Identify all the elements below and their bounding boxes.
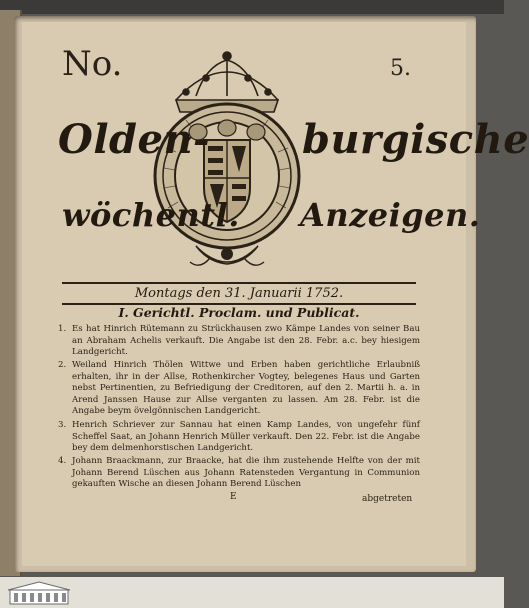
viewer-footer-bar	[0, 577, 504, 608]
date-line: Montags den 31. Januarii 1752.	[134, 286, 344, 301]
issue-no-label: No.	[62, 44, 123, 84]
signature-mark: E	[230, 492, 237, 502]
entry-number: 3.	[58, 420, 67, 430]
issue-number: 5.	[390, 56, 411, 81]
scan-background-top	[0, 0, 504, 14]
entry-3	[58, 420, 420, 454]
entry-number: 1.	[58, 324, 67, 334]
title-olden: Olden-	[58, 116, 211, 163]
entry-number: 4.	[58, 456, 67, 466]
entry-number: 2.	[58, 360, 67, 370]
catchword: abgetreten	[362, 494, 413, 504]
title-woechentl: wöchentl.	[62, 196, 240, 234]
entry-text: Weiland Hinrich Thölen Wittwe und Erben haben gerichtliche Erlaubniß erhalten, ihr in der Allse, Rothenkircher Vogtey, belegenes Haus und Garten nebst Pertinentien, zu Befriedigung der Creditoren, auf den 2. Martii h. a. in Arend Janssen Hause zur Allse verganten zu lassen. Am 28. Febr. ist die Angabe beym övelgönnischen Landgericht.	[72, 360, 420, 416]
entry-text: Es hat Hinrich Rütemann zu Strückhausen zwo Kämpe Landes von seiner Bau an Abraham Achelis verkauft. Die Angabe ist den 28. Febr. a.c. bey hiesigem Landgericht.	[72, 324, 420, 357]
entry-1	[58, 324, 420, 358]
section-heading: I. Gerichtl. Proclam. und Publicat.	[118, 305, 360, 320]
title-burgische: burgische	[302, 116, 529, 163]
rule-above-date	[62, 282, 416, 284]
entry-2	[58, 360, 420, 418]
library-building-logo-icon	[6, 580, 72, 606]
entry-text: Henrich Schriever zur Sannau hat einen Kamp Landes, von ungefehr fünf Scheffel Saat, an Johann Henrich Müller verkauft. Den 22. Febr. ist die Angabe bey dem delmenhorstischen Landgericht.	[72, 420, 420, 453]
entry-text: Johann Braackmann, zur Braacke, hat die ihm zustehende Helfte von der mit Johann Berend Lüschen aus Johann Ratensteden Vergantung in Communion gekauften Wische an diesen Johann Berend Lüschen	[72, 456, 420, 489]
entry-4	[58, 456, 420, 490]
title-anzeigen: Anzeigen.	[300, 196, 481, 234]
